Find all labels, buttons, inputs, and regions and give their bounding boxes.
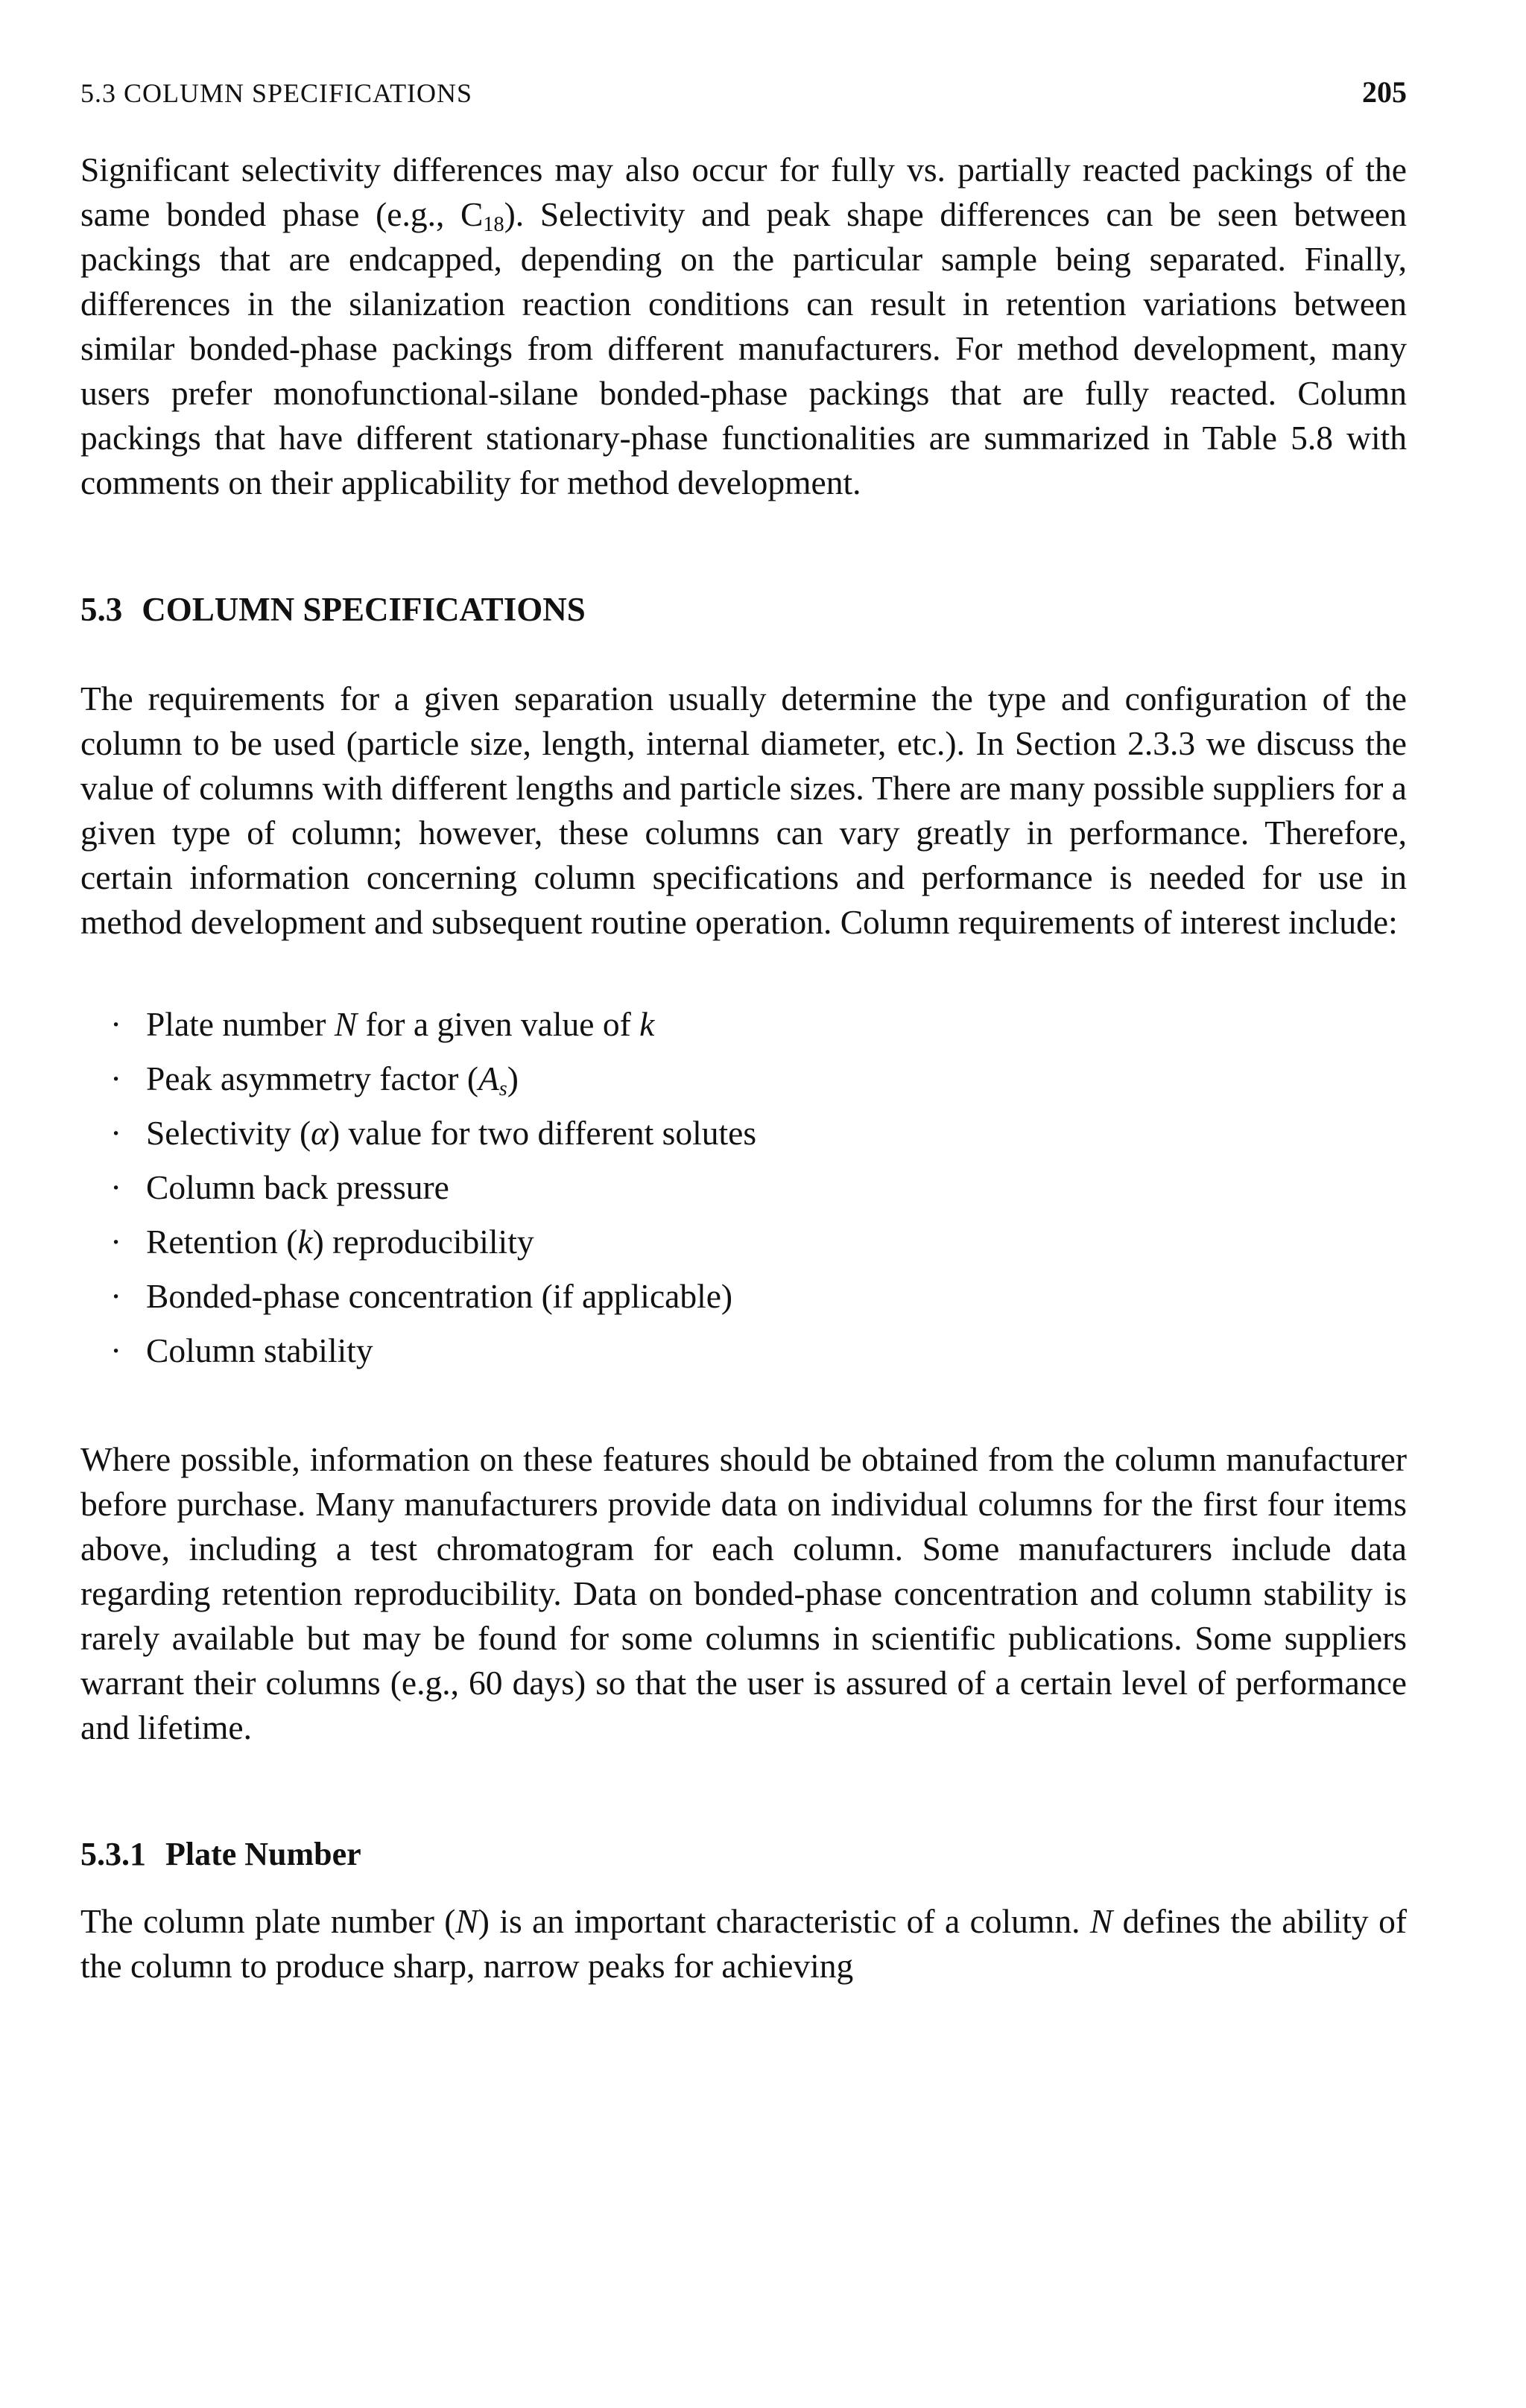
list-item-text: Selectivity (α) value for two different solutes (146, 1114, 757, 1152)
list-item (110, 997, 1407, 1051)
list-item-text: Retention (k) reproducibility (146, 1223, 534, 1261)
list-item-text: Peak asymmetry factor $(A_s)$ (146, 1059, 519, 1101)
text-run: Significant selectivity differences may also occur for fully vs. partially reacted packings of the same bonded phase (e.g., C (80, 150, 1407, 233)
list-item (110, 1160, 1407, 1214)
list-item (110, 1214, 1407, 1269)
paragraph-bonded-phase-differences (80, 148, 1407, 505)
page-number: 205 (1362, 75, 1407, 109)
running-head (80, 75, 1407, 127)
bullet-glyph: · (110, 1168, 122, 1206)
bullet-glyph: · (110, 1059, 122, 1097)
text-run: ). Selectivity and peak shape differences can be seen between packings that are endcapped, depending on the particular sample being separated. Finally, differences in the silanization reaction conditions can result in retention variations between similar bonded-phase packings from different manufacturers. For method development, many users prefer monofunctional-silane bonded-phase packings that are fully reacted. Column packings that have different stationary-phase functionalities are summarized in Table 5.8 with comments on their applicability for method development. (80, 195, 1407, 501)
list-item-text: Column back pressure (146, 1168, 449, 1206)
list-item (110, 1106, 1407, 1160)
section-number: 5.3 (80, 591, 123, 628)
paragraph-column-requirements: The requirements for a given separation usually determine the type and configuration of the column to be used (particle size, length, internal diameter, etc.). In Section 2.3.3 we discuss the value of columns with different lengths and particle sizes. There are many possible suppliers for a given type of column; however, these columns can vary greatly in performance. Therefore, certain information concerning column specifications and performance is needed for use in method development and subsequent routine operation. Column requirements of interest include: (80, 679, 1407, 941)
list-item-text: Bonded-phase concentration (if applicable) (146, 1277, 733, 1315)
subscript-18: 18 (483, 213, 504, 237)
list-item (110, 1323, 1407, 1378)
list-item-text: Plate number N for a given value of k (146, 1005, 655, 1043)
list-item-text: Column stability (146, 1331, 373, 1369)
paragraph-manufacturer-info: Where possible, information on these features should be obtained from the column manufacturer before purchase. Many manufacturers provide data on individual columns for the first four items above, including a test chromatogram for each column. Some manufacturers include data regarding retention reproducibility. Data on bonded-phase concentration and column stability is rarely available but may be found for some columns in scientific publications. Some suppliers warrant their columns (e.g., 60 days) so that the user is assured of a certain level of performance and lifetime. (80, 1440, 1407, 1746)
bullet-glyph: · (110, 1223, 122, 1261)
bullet-glyph: · (110, 1331, 122, 1369)
requirements-list (110, 997, 1407, 1378)
running-title: 5.3 COLUMN SPECIFICATIONS (80, 78, 473, 108)
list-item (110, 1051, 1407, 1106)
section-title: COLUMN SPECIFICATIONS (142, 591, 586, 628)
book-page (80, 75, 1407, 1989)
subsection-title: Plate Number (165, 1836, 361, 1872)
section-heading (80, 587, 1407, 632)
bullet-glyph: · (110, 1277, 122, 1315)
subsection-number: 5.3.1 (80, 1836, 146, 1872)
paragraph-plate-number: The column plate number (N) is an important characteristic of a column. N defines the ability of the column to produce sharp, narrow peaks for achieving (80, 1902, 1407, 1985)
subsection-heading (80, 1832, 1407, 1877)
list-item (110, 1269, 1407, 1323)
bullet-glyph: · (110, 1114, 122, 1152)
bullet-glyph: · (110, 1005, 122, 1043)
